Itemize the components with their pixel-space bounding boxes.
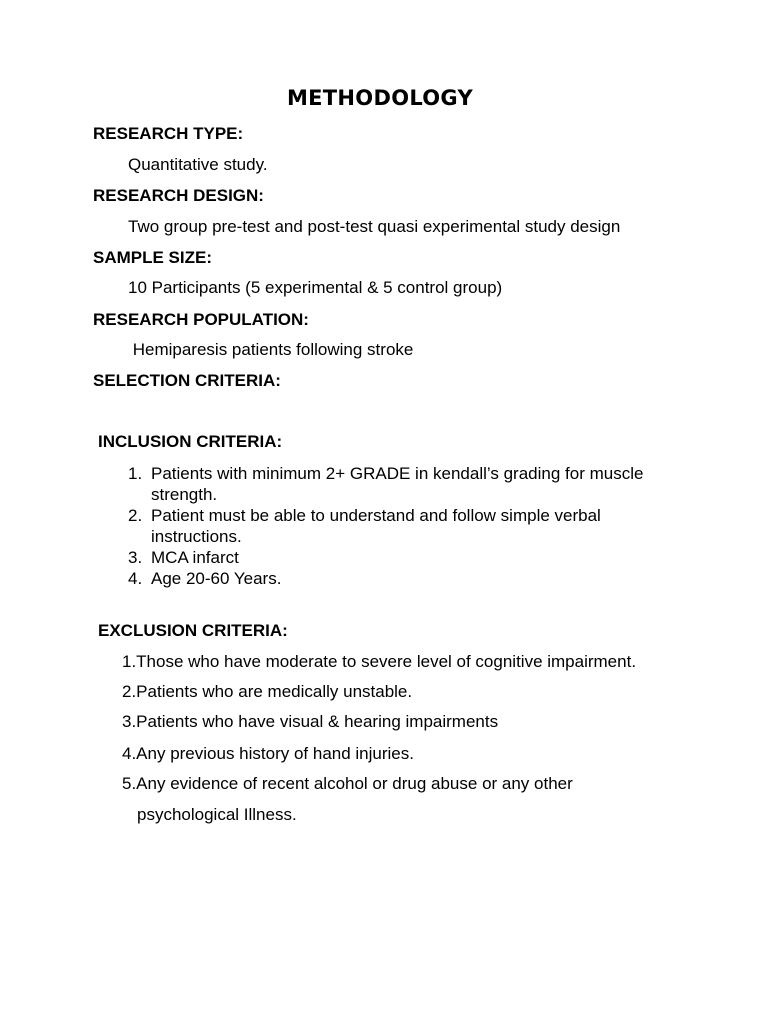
research-population-value: Hemiparesis patients following stroke — [128, 340, 414, 359]
list-item-number: 3. — [128, 548, 143, 567]
research-design-value: Two group pre-test and post-test quasi experimental study design — [128, 217, 621, 236]
exclusion-item: 3.Patients who have visual & hearing impairments — [122, 712, 499, 731]
sample-size-value: 10 Participants (5 experimental & 5 control group) — [128, 278, 503, 297]
list-item-number: 4. — [128, 569, 143, 588]
page-title: METHODOLOGY — [286, 86, 474, 110]
inclusion-criteria-heading: INCLUSION CRITERIA: — [98, 432, 283, 451]
exclusion-item: 2.Patients who are medically unstable. — [122, 682, 413, 701]
list-item-text: Age 20-60 Years. — [151, 569, 282, 588]
research-type-heading: RESEARCH TYPE: — [93, 124, 244, 143]
exclusion-item: 1.Those who have moderate to severe level of cognitive impairment. — [122, 652, 637, 671]
sample-size-heading: SAMPLE SIZE: — [93, 248, 213, 267]
inclusion-criteria-list — [128, 463, 688, 589]
selection-criteria-heading: SELECTION CRITERIA: — [93, 371, 281, 390]
research-design-heading: RESEARCH DESIGN: — [93, 186, 264, 205]
exclusion-item-continuation: psychological Illness. — [137, 805, 297, 824]
research-population-heading: RESEARCH POPULATION: — [93, 310, 309, 329]
list-item — [128, 568, 688, 589]
exclusion-criteria-heading: EXCLUSION CRITERIA: — [98, 621, 288, 640]
exclusion-item: 5.Any evidence of recent alcohol or drug abuse or any other — [122, 774, 573, 793]
list-item-text: Patients with minimum 2+ GRADE in kendall’s grading for muscle strength. — [151, 464, 644, 504]
list-item-number: 2. — [128, 506, 143, 525]
list-item-number: 1. — [128, 464, 143, 483]
list-item-text: MCA infarct — [151, 548, 239, 567]
list-item-text: Patient must be able to understand and follow simple verbal instructions. — [151, 506, 601, 546]
exclusion-item: 4.Any previous history of hand injuries. — [122, 744, 414, 763]
research-type-value: Quantitative study. — [128, 155, 268, 174]
list-item — [128, 463, 688, 505]
list-item — [128, 505, 688, 547]
list-item — [128, 547, 688, 568]
